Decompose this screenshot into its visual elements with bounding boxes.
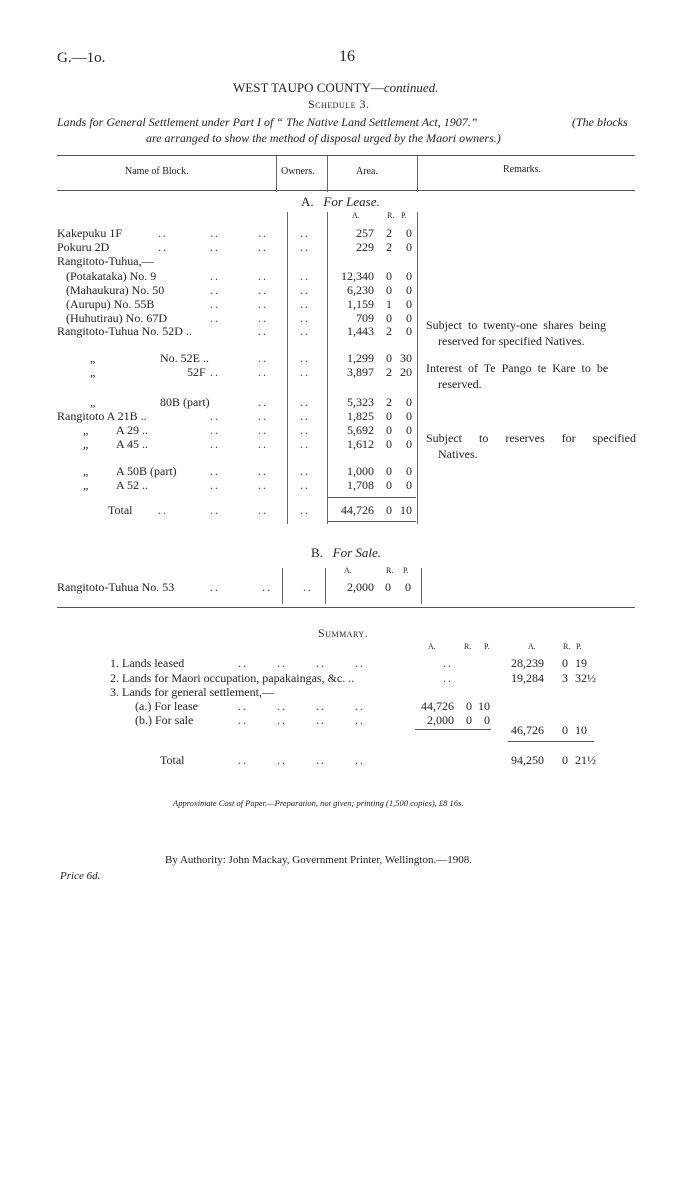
area-roods: 2 <box>386 324 392 338</box>
block-name: (Mahaukura) No. 50 <box>66 283 165 297</box>
summary-sub-acres: 2,000 <box>427 713 454 727</box>
unit-roods: R. <box>387 211 395 220</box>
owners-cell: .. <box>300 365 310 379</box>
ditto-mark: „ <box>83 464 89 478</box>
area-roods: 0 <box>386 464 392 478</box>
leader-dots: .. <box>210 297 220 311</box>
leader-dots: .. <box>258 478 268 492</box>
summary-total-label: Total <box>160 753 185 767</box>
unit-perches-b: P. <box>403 566 409 575</box>
col-divider <box>417 212 418 524</box>
leader-dots: .. <box>210 409 220 423</box>
price: Price 6d. <box>60 870 101 882</box>
owners-cell: .. <box>300 283 310 297</box>
header-remarks: Remarks. <box>503 164 542 175</box>
summary-item-label: 2. Lands for Maori occupation, papakaingas, &c. .. <box>110 671 355 685</box>
block-name: Rangitoto-Tuhua No. 52D .. <box>57 324 192 338</box>
page-number: 16 <box>339 48 355 65</box>
area-roods: 0 <box>386 437 392 451</box>
remark-3: Subject to reserves for specified Natives. <box>426 431 636 461</box>
sale-row-dots: .. <box>210 580 220 594</box>
leader-dots: .. <box>258 269 268 283</box>
leader-dots: .. <box>210 478 220 492</box>
leader-dots: .. <box>258 226 268 240</box>
block-name: A 50B (part) <box>116 464 177 478</box>
leader-dots: .. <box>210 503 220 517</box>
block-name: (Huhutirau) No. 67D <box>66 311 167 325</box>
leader-dots: .. <box>258 423 268 437</box>
area-roods: 0 <box>386 423 392 437</box>
area-roods: 1 <box>386 297 392 311</box>
sale-row-perches: 0 <box>405 580 411 594</box>
summary-mid-dots: .. <box>443 656 453 670</box>
owners-cell: .. <box>300 226 310 240</box>
summary-item-label: (a.) For lease <box>135 699 198 713</box>
leader-dots: .. <box>258 324 268 338</box>
area-acres: 3,897 <box>347 365 374 379</box>
summary-perches: 19 <box>575 656 587 670</box>
summary-item-label: 1. Lands leased <box>110 656 185 670</box>
area-perches: 20 <box>400 365 412 379</box>
leader-dots: .. <box>258 503 268 517</box>
area-acres: 1,159 <box>347 297 374 311</box>
sale-row-roods: 0 <box>385 580 391 594</box>
block-name: 80B (part) <box>160 395 210 409</box>
caption-line-2: are arranged to show the method of disposal urged by the Maori owners.) <box>146 131 501 145</box>
schedule-title: Schedule 3. <box>308 97 370 111</box>
remark-2: Interest of Te Pango te Kare to be reserved. <box>426 361 609 391</box>
summary-col-p: P. <box>484 642 490 651</box>
area-perches: 30 <box>400 351 412 365</box>
ditto-mark: „ <box>90 351 96 365</box>
owners-cell: .. <box>300 240 310 254</box>
col-divider <box>421 568 422 604</box>
summary-total-dots: .. .. .. .. <box>238 753 365 767</box>
area-perches: 0 <box>406 297 412 311</box>
summary-col-a: A. <box>428 642 436 651</box>
block-name: Kakepuku 1F <box>57 226 122 240</box>
total-acres: 44,726 <box>341 503 374 517</box>
area-perches: 0 <box>406 269 412 283</box>
leader-dots: .. <box>258 409 268 423</box>
summary-total-roods: 0 <box>562 753 568 767</box>
table-bottom-rule <box>57 607 635 608</box>
area-acres: 257 <box>356 226 374 240</box>
header-area: Area. <box>356 166 378 177</box>
leader-dots: .. <box>210 464 220 478</box>
area-roods: 2 <box>386 365 392 379</box>
authority-line: By Authority: John Mackay, Government Printer, Wellington.—1908. <box>165 854 472 866</box>
leader-dots: .. <box>258 297 268 311</box>
sale-row-owners: .. <box>303 580 313 594</box>
area-perches: 0 <box>406 423 412 437</box>
total-rule-bottom <box>328 521 416 522</box>
total-perches: 10 <box>400 503 412 517</box>
area-roods: 0 <box>386 351 392 365</box>
block-name: No. 52E .. <box>160 351 209 365</box>
area-roods: 0 <box>386 478 392 492</box>
summary-acres: 28,239 <box>511 656 544 670</box>
summary-roods: 0 <box>562 723 568 737</box>
owners-cell: .. <box>300 297 310 311</box>
area-roods: 0 <box>386 409 392 423</box>
leader-dots: .. <box>258 365 268 379</box>
remark-1: Subject to twenty-one shares being reserved for specified Natives. <box>426 318 606 348</box>
area-roods: 2 <box>386 240 392 254</box>
block-name: 52F <box>187 365 206 379</box>
leader-dots: .. <box>210 269 220 283</box>
summary-col-p2: P. <box>576 642 582 651</box>
area-acres: 1,299 <box>347 351 374 365</box>
summary-roods: 0 <box>562 656 568 670</box>
summary-perches: 32½ <box>575 671 596 685</box>
owners-cell: .. <box>300 464 310 478</box>
ditto-mark: „ <box>83 478 89 492</box>
area-acres: 1,443 <box>347 324 374 338</box>
area-perches: 0 <box>406 240 412 254</box>
leader-dots: .. <box>158 503 168 517</box>
area-perches: 0 <box>406 311 412 325</box>
summary-acres: 46,726 <box>511 723 544 737</box>
leader-dots: .. <box>158 240 168 254</box>
area-perches: 0 <box>406 324 412 338</box>
block-name: (Potakataka) No. 9 <box>66 269 157 283</box>
section-a-heading: A. For Lease. <box>301 194 380 209</box>
leader-dots: .. <box>210 423 220 437</box>
owners-cell: .. <box>300 324 310 338</box>
summary-perches: 10 <box>575 723 587 737</box>
area-acres: 6,230 <box>347 283 374 297</box>
col-divider <box>327 212 328 524</box>
caption-paren: (The blocks <box>572 115 628 129</box>
summary-acres: 19,284 <box>511 671 544 685</box>
total-label: Total <box>108 503 133 517</box>
owners-cell: .. <box>300 269 310 283</box>
summary-sub-perches: 10 <box>478 699 490 713</box>
col-divider <box>276 156 277 192</box>
block-name: A 52 .. <box>116 478 149 492</box>
leader-dots: .. <box>258 437 268 451</box>
summary-total-rule <box>508 741 594 742</box>
area-acres: 709 <box>356 311 374 325</box>
leader-dots: .. .. .. .. <box>238 656 365 670</box>
col-divider <box>282 568 283 604</box>
area-acres: 1,612 <box>347 437 374 451</box>
unit-perches: P. <box>401 211 407 220</box>
leader-dots: .. <box>258 240 268 254</box>
section-b-heading: B. For Sale. <box>311 545 382 560</box>
leader-dots: .. <box>210 240 220 254</box>
block-name: (Aurupu) No. 55B <box>66 297 155 311</box>
summary-sub-roods: 0 <box>466 699 472 713</box>
area-perches: 0 <box>406 437 412 451</box>
area-acres: 1,708 <box>347 478 374 492</box>
table-top-rule <box>57 155 635 156</box>
leader-dots: .. <box>258 351 268 365</box>
header-name-of-block: Name of Block. <box>125 166 189 177</box>
area-acres: 1,000 <box>347 464 374 478</box>
area-perches: 0 <box>406 395 412 409</box>
summary-total-acres: 94,250 <box>511 753 544 767</box>
area-acres: 5,692 <box>347 423 374 437</box>
col-divider <box>327 156 328 192</box>
area-perches: 0 <box>406 226 412 240</box>
area-acres: 5,323 <box>347 395 374 409</box>
summary-mid-dots: .. <box>443 671 453 685</box>
summary-item-label: (b.) For sale <box>135 713 194 727</box>
owners-cell: .. <box>300 423 310 437</box>
leader-dots: .. <box>210 226 220 240</box>
area-roods: 0 <box>386 283 392 297</box>
summary-item-label: 3. Lands for general settlement,— <box>110 685 274 699</box>
county-title: WEST TAUPO COUNTY—continued. <box>233 80 439 95</box>
area-perches: 0 <box>406 464 412 478</box>
area-perches: 0 <box>406 283 412 297</box>
leader-dots: .. .. .. .. <box>238 713 365 727</box>
col-divider <box>287 212 288 524</box>
area-acres: 229 <box>356 240 374 254</box>
block-name: Rangitoto A 21B .. <box>57 409 147 423</box>
header-owners: Owners. <box>281 166 315 177</box>
col-divider <box>417 156 418 192</box>
sale-row-acres: 2,000 <box>347 580 374 594</box>
owners-cell: .. <box>300 478 310 492</box>
leader-dots: .. <box>210 437 220 451</box>
block-name: Pokuru 2D <box>57 240 110 254</box>
summary-col-r: R. <box>464 642 472 651</box>
leader-dots: .. <box>258 395 268 409</box>
area-roods: 2 <box>386 395 392 409</box>
summary-col-r2: R. <box>563 642 571 651</box>
total-roods: 0 <box>386 503 392 517</box>
col-divider <box>325 568 326 604</box>
leader-dots: .. <box>258 311 268 325</box>
area-perches: 0 <box>406 409 412 423</box>
leader-dots: .. <box>258 464 268 478</box>
area-roods: 0 <box>386 269 392 283</box>
block-name: A 45 .. <box>116 437 149 451</box>
unit-acres-b: A. <box>344 566 352 575</box>
owners-cell: .. <box>300 409 310 423</box>
summary-roods: 3 <box>562 671 568 685</box>
leader-dots: .. .. .. .. <box>238 699 365 713</box>
summary-title: Summary. <box>318 626 369 640</box>
ditto-mark: „ <box>83 423 89 437</box>
leader-dots: .. <box>258 283 268 297</box>
leader-dots: .. <box>210 283 220 297</box>
ditto-mark: „ <box>83 437 89 451</box>
area-acres: 1,825 <box>347 409 374 423</box>
cost-of-paper: Approximate Cost of Paper.—Preparation, not given; printing (1,500 copies), £8 16s. <box>173 798 464 808</box>
unit-roods-b: R. <box>386 566 394 575</box>
sale-row-dots: .. <box>262 580 272 594</box>
block-name: Rangitoto-Tuhua,— <box>57 254 154 268</box>
summary-sub-roods: 0 <box>466 713 472 727</box>
owners-cell: .. <box>300 395 310 409</box>
leader-dots: .. <box>210 311 220 325</box>
summary-total-perches: 21½ <box>575 753 596 767</box>
document-code: G.—1o. <box>57 50 106 66</box>
unit-acres: A. <box>352 211 360 220</box>
summary-sub-perches: 0 <box>484 713 490 727</box>
summary-subtotal-rule <box>415 729 491 730</box>
owners-cell: .. <box>300 437 310 451</box>
sale-row-name: Rangitoto-Tuhua No. 53 <box>57 580 175 594</box>
area-acres: 12,340 <box>341 269 374 283</box>
summary-sub-acres: 44,726 <box>421 699 454 713</box>
leader-dots: .. <box>158 226 168 240</box>
total-owners: .. <box>300 503 310 517</box>
area-roods: 2 <box>386 226 392 240</box>
area-perches: 0 <box>406 478 412 492</box>
owners-cell: .. <box>300 311 310 325</box>
owners-cell: .. <box>300 351 310 365</box>
ditto-mark: „ <box>90 395 96 409</box>
summary-col-a2: A. <box>528 642 536 651</box>
block-name: A 29 .. <box>116 423 149 437</box>
ditto-mark: „ <box>90 365 96 379</box>
caption-line-1: Lands for General Settlement under Part I of “ The Native Land Settlement Act, 1907.” <box>57 115 478 129</box>
table-header-rule <box>57 190 635 191</box>
area-roods: 0 <box>386 311 392 325</box>
leader-dots: .. <box>210 365 220 379</box>
total-rule <box>328 497 416 498</box>
